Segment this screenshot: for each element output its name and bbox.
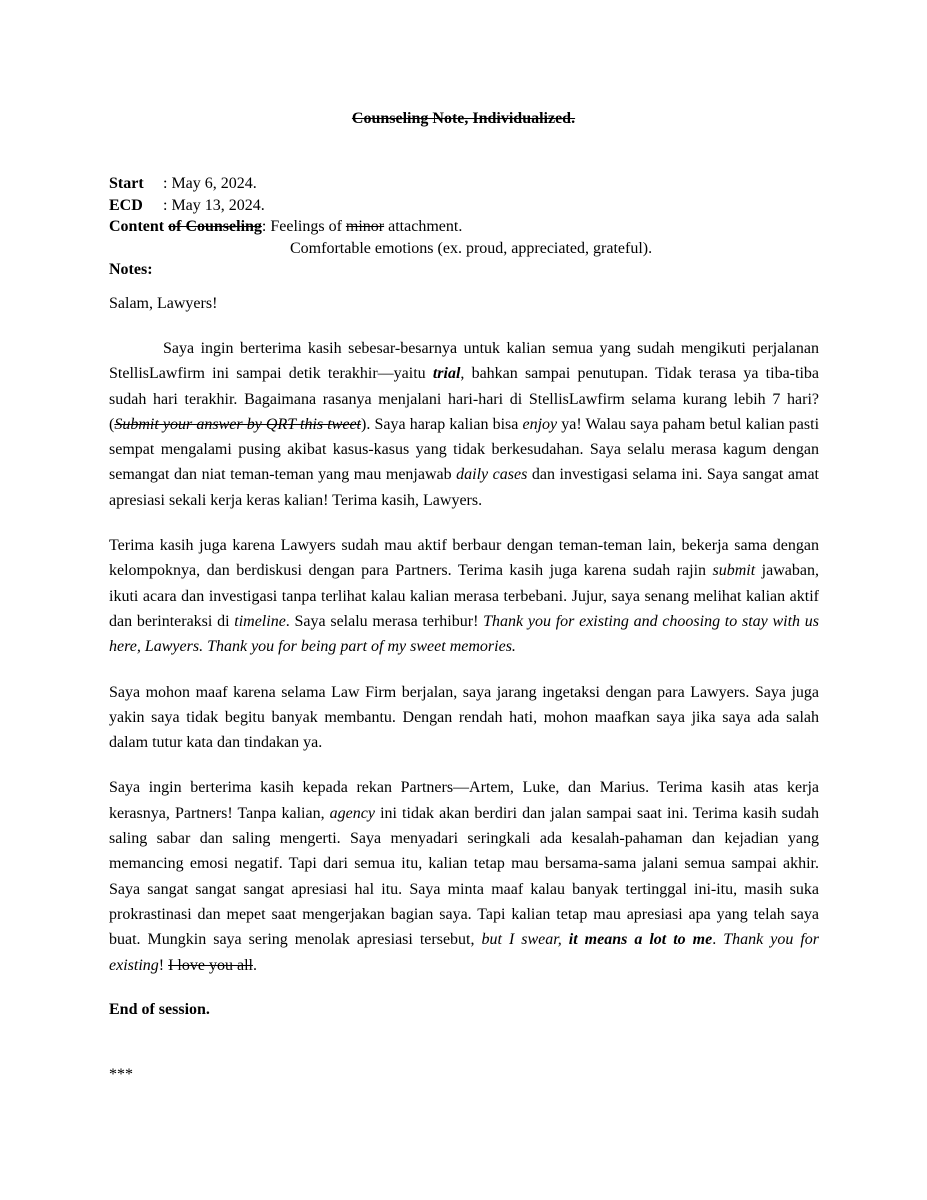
p4-bold-italic: it means a lot to me: [568, 931, 713, 949]
start-row: [109, 173, 652, 195]
section-separator: ***: [109, 1066, 133, 1083]
ecd-value: : May 13, 2024.: [163, 196, 265, 214]
p2-italic: timeline: [234, 612, 286, 630]
p2-text: . Saya selalu merasa terhibur!: [285, 612, 484, 630]
p2-italic: Thank you for existing and choosing to stay with us here, Lawyers. Thank you for being part of my sweet memories.: [109, 612, 819, 656]
p4-text: !: [158, 956, 169, 974]
p1-struck-text: Submit your answer by QRT this tweet: [114, 415, 362, 433]
start-value: : May 6, 2024.: [163, 175, 257, 192]
content-row: [109, 216, 652, 238]
p1-text: dan investigasi selama ini. Saya sangat amat apresiasi sekali kerja keras kalian! Terima kasih, Lawyers.: [109, 466, 819, 509]
content-value-c: attachment.: [384, 218, 463, 235]
p2-text: Terima kasih juga karena Lawyers sudah mau aktif berbaur dengan teman-teman lain, bekerja sama dengan kelompoknya, dan berdiskusi dengan para Partners. Terima kasih juga karena sudah rajin: [109, 537, 819, 580]
p4-text: .: [712, 931, 724, 949]
ecd-row: [109, 195, 652, 217]
content-value-struck: minor: [345, 218, 385, 235]
content-label-text: Content: [109, 218, 169, 235]
p4-struck-text: I love you all: [168, 956, 253, 974]
p2-text: jawaban, ikuti acara dan investigasi tanpa terlihat kalau kalian merasa terbebani. Jujur, saya senang melihat kalian aktif dan berinteraksi di: [109, 562, 819, 630]
p4-text: ini tidak akan berdiri dan jalan sampai saat ini. Terima kasih sudah saling sabar dan saling mengerti. Saya menyadari seringkali ada kesalah-pahaman dan kejadian yang memancing emosi negatif. Tapi dari semua itu, kalian tetap mau bersama-sama jalani semua sampai akhir. Saya sangat sangat sangat apresiasi hal itu. Saya minta maaf kalau banyak tertinggal ini-itu, masih suka prokrastinasi dan mepet saat mengerjakan bagian saya. Tapi kalian tetap mau apresiasi apa yang telah saya buat. Mungkin saya sering menolak apresiasi tersebut,: [109, 804, 819, 949]
paragraph-4: [109, 775, 819, 977]
notes-label: Notes:: [109, 261, 153, 278]
p2-italic: submit: [712, 562, 756, 580]
p1-italic: daily cases: [456, 466, 528, 484]
ecd-label: ECD: [109, 196, 143, 214]
paragraph-3: Saya mohon maaf karena selama Law Firm berjalan, saya jarang ingetaksi dengan para Lawyers. Saya juga yakin saya tidak begitu banyak membantu. Dengan rendah hati, mohon maafkan saya jika saya ada salah dalam tutur kata dan tindakan ya.: [109, 683, 819, 752]
p1-text: ). Saya harap kalian bisa: [361, 415, 523, 433]
content-label-struck: of Counseling: [168, 218, 262, 235]
document-title: Counseling Note, Individualized.: [351, 110, 576, 127]
paragraph-2: [109, 533, 819, 659]
p4-italic: Thank you for existing: [109, 931, 820, 974]
content-value-a: : Feelings of: [261, 218, 346, 235]
p4-italic: but I swear,: [481, 931, 569, 949]
p4-text: Saya ingin berterima kasih kepada rekan Partners—Artem, Luke, dan Marius. Terima kasih atas kerja kerasnya, Partners! Tanpa kalian,: [109, 779, 819, 822]
p4-italic: agency: [329, 804, 375, 822]
p1-trial-emphasis: trial: [432, 365, 461, 383]
p1-text: Saya ingin berterima kasih sebesar-besarnya untuk kalian semua yang sudah mengikuti perjalanan StellisLawfirm ini sampai detik terakhir—yaitu: [109, 340, 819, 383]
paragraph-1: [109, 336, 819, 513]
p1-text: ya! Walau saya paham betul kalian pasti sempat mengalami pusing akibat kasus-kasus yang tidak berkesudahan. Saya selalu merasa kagum dengan semangat dan niat teman-teman yang mau menjawab: [109, 415, 820, 484]
notes-row: [109, 259, 652, 281]
greeting: Salam, Lawyers!: [109, 295, 218, 312]
p1-italic: enjoy: [522, 415, 558, 433]
p4-text: .: [252, 956, 257, 974]
content-label: [109, 218, 262, 235]
meta-block: [109, 173, 652, 281]
closing-line: End of session.: [109, 1000, 210, 1018]
start-label: Start: [109, 175, 144, 192]
content-row-2: Comfortable emotions (ex. proud, appreciated, grateful).: [290, 239, 653, 257]
p1-text: , bahkan sampai penutupan. Tidak terasa ya tiba-tiba sudah hari terakhir. Bagaimana rasanya menjalani hari-hari di StellisLawfirm selama kurang lebih 7 hari? (: [109, 365, 819, 433]
letter-body: [109, 292, 819, 1022]
